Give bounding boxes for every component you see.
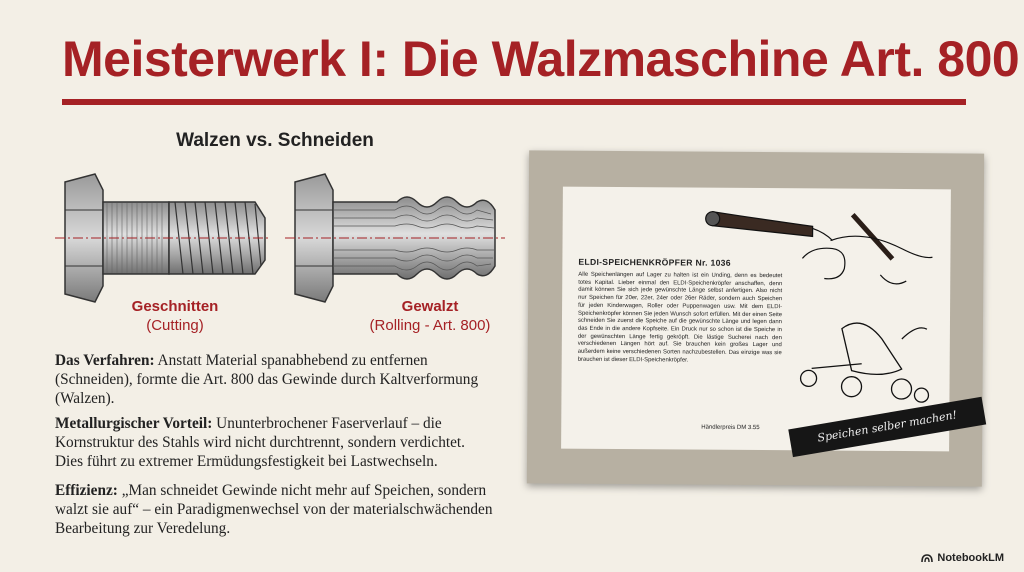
cut-sublabel: (Cutting) xyxy=(146,317,204,334)
paragraph-lead: Das Verfahren: xyxy=(55,352,155,369)
paragraph-lead: Metallurgischer Vorteil: xyxy=(55,415,213,432)
vintage-ad-frame xyxy=(527,150,984,486)
ad-title: ELDI-SPEICHENKRÖPFER Nr. 1036 xyxy=(578,256,731,268)
rolled-sublabel: (Rolling - Art. 800) xyxy=(369,317,491,334)
brand-label: NotebookLM xyxy=(937,552,1004,564)
paragraph-text: Ununterbrochener Faserverlauf – die Kornstruktur des Stahls wird nicht durchtrennt, sondern verdichtet. Dies führt zu extremer Ermüdungsfestigkeit bei Lastwechseln. xyxy=(55,415,465,470)
paragraph-text: Anstatt Material spanabhebend zu entfernen (Schneiden), formte die Art. 800 das Gewinde durch Kaltverformung (Walzen). xyxy=(55,352,479,407)
comparison-heading: Walzen vs. Schneiden xyxy=(176,130,374,151)
cut-caption xyxy=(100,297,250,335)
notebooklm-logo-icon xyxy=(921,553,933,563)
page-title: Meisterwerk I: Die Walzmaschine Art. 800 xyxy=(62,31,1020,87)
brand-watermark xyxy=(921,552,1004,564)
cut-bolt-illustration xyxy=(55,170,270,310)
paragraph-lead: Effizienz: xyxy=(55,482,118,499)
rolled-label: Gewalzt xyxy=(401,298,459,315)
paragraph-text: „Man schneidet Gewinde nicht mehr auf Speichen, sondern walzt sie auf“ – ein Paradigmenwechsel von der materialschwächenden Bearbeitung zur Veredelung. xyxy=(55,482,493,537)
title-underline xyxy=(62,99,966,105)
rolled-caption xyxy=(340,297,520,335)
paragraph-efficiency xyxy=(55,481,495,538)
paragraph-metallurgy xyxy=(55,414,495,471)
paragraph-process xyxy=(55,351,495,408)
ad-price: Händlerpreis DM 3.55 xyxy=(701,424,760,432)
ad-slogan-banner: Speichen selber machen! xyxy=(788,397,986,457)
rolled-bolt-illustration xyxy=(285,170,505,310)
ad-body: Alle Speichenlängen auf Lager zu halten ist ein Unding, denn es bedeutet totes Kapital. Lieber einmal den ELDI-Speichenkröpfer anschaffen, denn damit können Sie sich jede gewünschte Länge selbst anfertigen. Also nicht nur Speichen für 20er, 22er, 24er oder 26er Räder, sondern auch Speichen für jeden Kinderwagen, Roller oder Puppenwagen usw. Mit dem ELDI-Speichenkröpfer können Sie jeden Wunsch sofort erfüllen. Mit der einen Seite schneiden Sie zuerst die Speiche auf die gewünschte Länge und legen dann das Ende in die andere Kopfseite. Ein Druck nur so schon ist die Speiche in der gewünschten Länge fertig gekröpft. Die lästige Sucherei nach den verschiedenen Längen hört auf. Sie brauchen kein großes Lager und außerdem keine verschiedenen Sorten nachzubestellen. Das einzige was sie brauchen ist dieser ELDI-Speichenkröpfer. xyxy=(577,271,783,364)
cut-label: Geschnitten xyxy=(131,298,219,315)
